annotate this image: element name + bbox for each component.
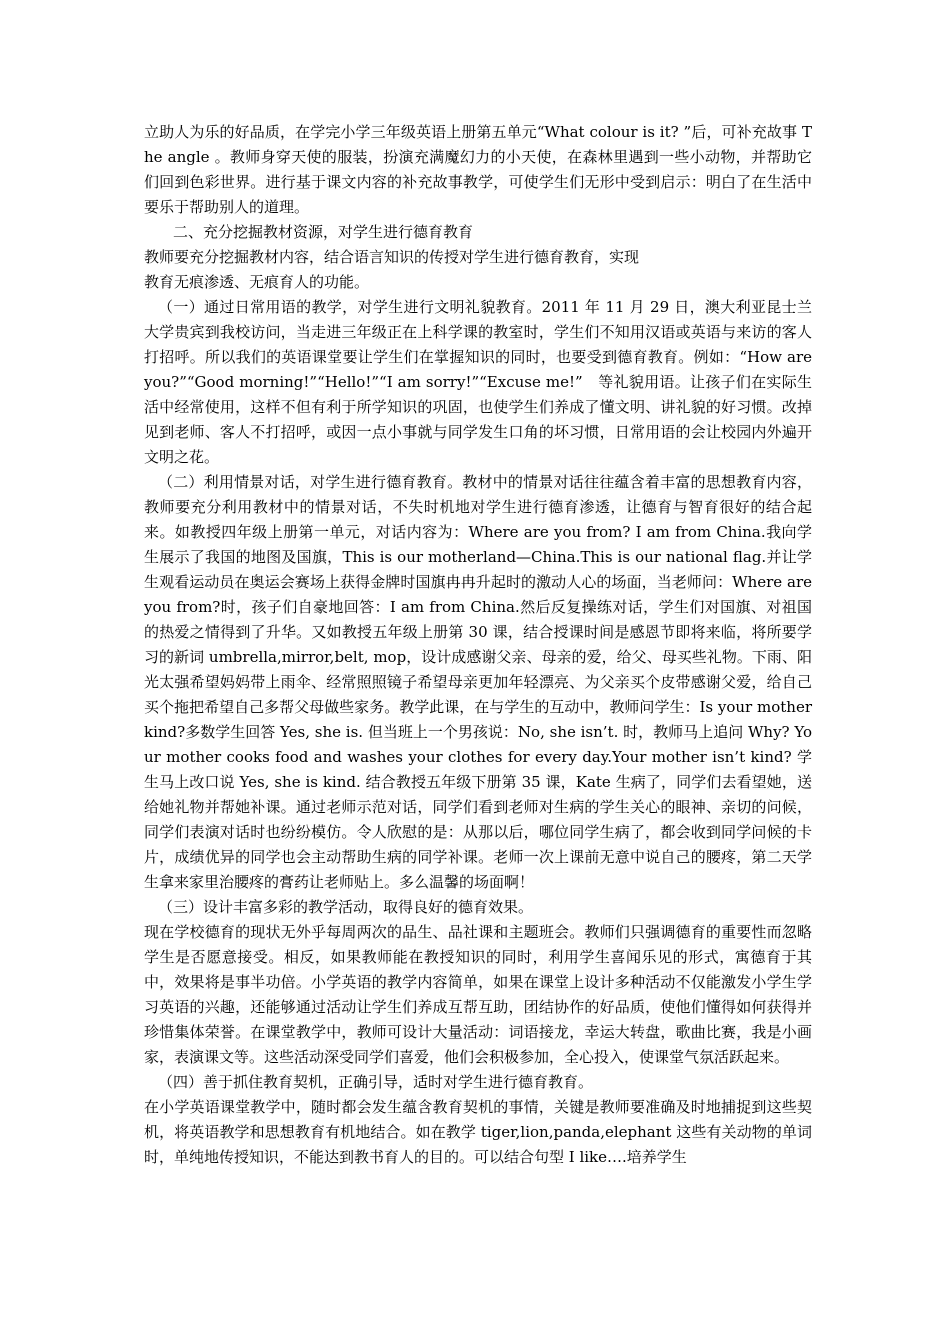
paragraph-activities: 现在学校德育的现状无外乎每周两次的品生、品社课和主题班会。教师们只强调德育的重要性而忽略学生是否愿意接受。相反，如果教师能在教授知识的同时，利用学生喜闻乐见的形式，寓德育于其中，效果将是事半功倍。小学英语的教学内容简单，如果在课堂上设计多种活动不仅能激发小学生学习英语的兴趣，还能够通过活动让学生们养成互帮互助，团结协作的好品质，使他们懂得如何获得并珍惜集体荣誉。在课堂教学中，教师可设计大量活动：词语接龙，幸运大转盘，歌曲比赛，我是小画家，表演课文等。这些活动深受同学们喜爱，他们会积极参加，全心投入，使课堂气氛活跃起来。 bbox=[144, 923, 812, 1066]
paragraph-helping-others: 立助人为乐的好品质，在学完小学三年级英语上册第五单元“What colour is it? ”后，可补充故事 The angle 。教师身穿天使的服装，扮演充满魔幻力的小天使，在森林里遇到一些小动物，并帮助它们回到色彩世界。进行基于课文内容的补充故事教学，可使学生们无形中受到启示：明白了在生活中要乐于帮助别人的道理。 bbox=[144, 123, 812, 216]
paragraph-situational-dialogue: （二）利用情景对话，对学生进行德育教育。教材中的情景对话往往蕴含着丰富的思想教育内容，教师要充分利用教材中的情景对话，不失时机地对学生进行德育渗透，让德育与智育很好的结合起来。如教授四年级上册第一单元，对话内容为：Where are you from? I am from China.我向学生展示了我国的地图及国旗，This is our motherland—China.This is our national flag.并让学生观看运动员在奥运会赛场上获得金牌时国旗冉冉升起时的激动人心的场面，当老师问：Where are you from?时，孩子们自豪地回答：I am from China.然后反复操练对话，学生们对国旗、对祖国的热爱之情得到了升华。又如教授五年级上册第 30 课，结合授课时间是感恩节即将来临，将所要学习的新词 umbrella,mirror,belt, mop，设计成感谢父亲、母亲的爱，给父、母买些礼物。下雨、阳光太强希望妈妈带上雨伞、经常照照镜子希望母亲更加年轻漂亮、为父亲买个皮带感谢父爱，给自己买个拖把希望自己多帮父母做些家务。教学此课，在与学生的互动中，教师问学生：Is your mother kind?多数学生回答 Yes, she is. 但当班上一个男孩说：No, she isn’t. 时，教师马上追问 Why? Your mother cooks food and washes your clothes for every day.Your mother isn’t kind? 学生马上改口说 Yes, she is kind. 结合教授五年级下册第 35 课，Kate 生病了，同学们去看望她，送给她礼物并帮她补课。通过老师示范对话，同学们看到老师对生病的学生关心的眼神、亲切的问候，同学们表演对话时也纷纷模仿。令人欣慰的是：从那以后，哪位同学生病了，都会收到同学问候的卡片，成绩优异的同学也会主动帮助生病的同学补课。老师一次上课前无意中说自己的腰疼，第二天学生拿来家里治腰疼的膏药让老师贴上。多么温馨的场面啊！ bbox=[144, 473, 812, 891]
paragraph-intro-line-2: 教育无痕渗透、无痕育人的功能。 bbox=[144, 273, 370, 291]
paragraph-daily-expressions: （一）通过日常用语的教学，对学生进行文明礼貌教育。2011 年 11 月 29 日，澳大利亚昆士兰大学贵宾到我校访问，当走进三年级正在上科学课的教室时，学生们不知用汉语或英语与来访的客人打招呼。所以我们的英语课堂要让学生们在掌握知识的同时，也要受到德育教育。例如：“How are you?”“Good morning!”“Hello!”“I am sorry!”“Excuse me!” 等礼貌用语。让孩子们在实际生活中经常使用，这样不但有利于所学知识的巩固，也使学生们养成了懂文明、讲礼貌的好习惯。改掉见到老师、客人不打招呼，或因一点小事就与同学发生口角的坏习惯，日常用语的会让校园内外遍开文明之花。 bbox=[144, 298, 812, 466]
subheading-activities: （三）设计丰富多彩的教学活动，取得良好的德育效果。 bbox=[158, 898, 534, 916]
paragraph-teaching-moments: 在小学英语课堂教学中，随时都会发生蕴含教育契机的事情，关键是教师要准确及时地捕捉到这些契机，将英语教学和思想教育有机地结合。如在教学 tiger,lion,panda,elephant 这些有关动物的单词时，单纯地传授知识，不能达到教书育人的目的。可以结合句型 I like….培养学生 bbox=[144, 1098, 812, 1166]
paragraph-intro-line-1: 教师要充分挖掘教材内容，结合语言知识的传授对学生进行德育教育，实现 bbox=[144, 248, 640, 266]
section-heading-two: 二、充分挖掘教材资源，对学生进行德育教育 bbox=[158, 223, 474, 241]
subheading-teaching-moments: （四）善于抓住教育契机，正确引导，适时对学生进行德育教育。 bbox=[158, 1073, 594, 1091]
document-body bbox=[144, 120, 812, 1170]
